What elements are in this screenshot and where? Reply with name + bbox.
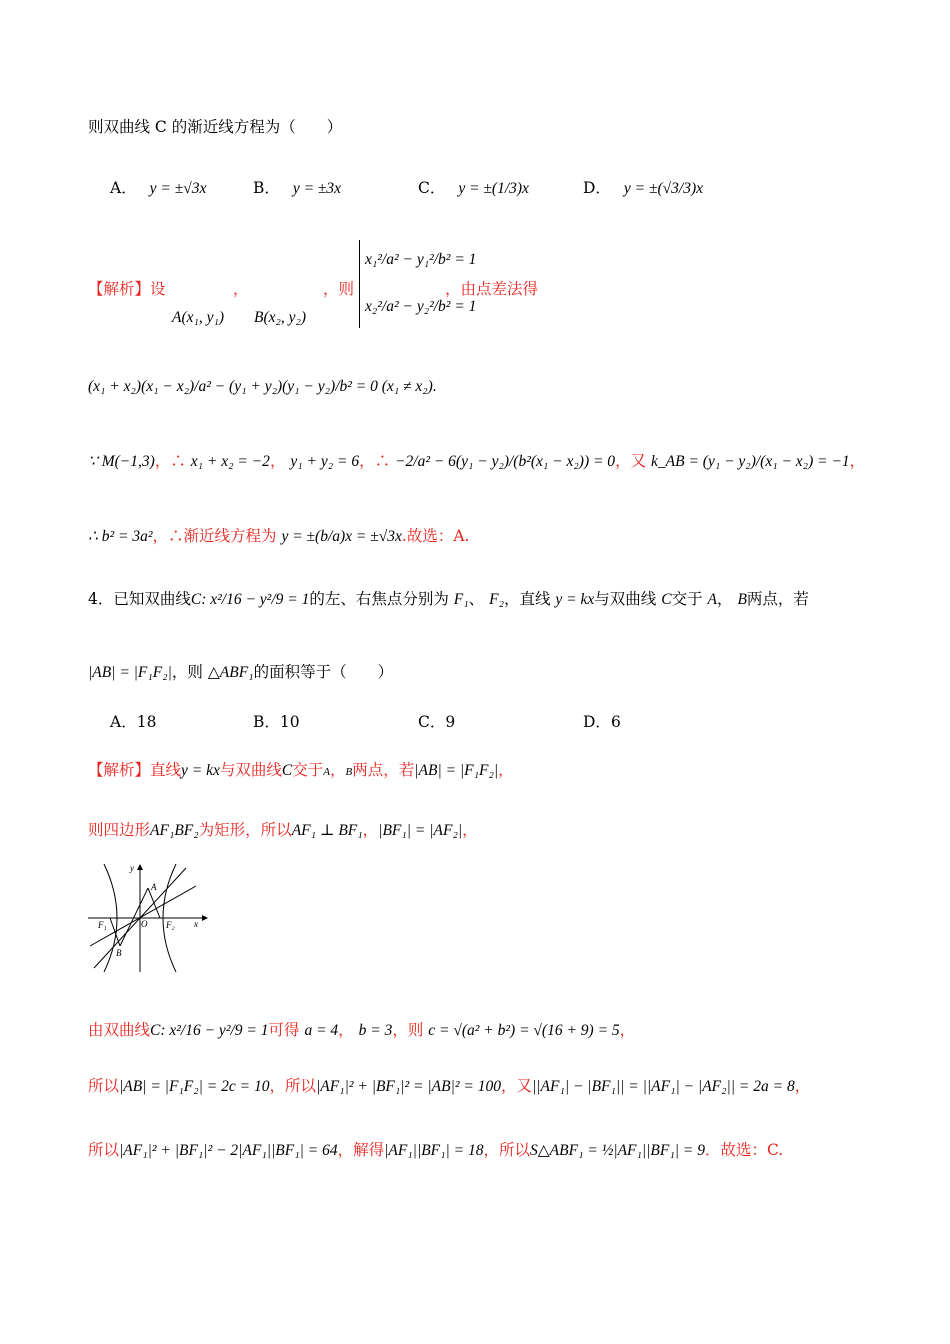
q4-s4-t3: ，又 — [500, 1077, 532, 1095]
q4-s4-eq1: |AB| = |F₁F₂| = 2c = 10 — [119, 1078, 270, 1095]
q4-s5-eq2: |AF₁||BF₁| = 18 — [384, 1142, 484, 1159]
q3-option-b-letter: B． — [253, 179, 280, 197]
q4-stem-mid3: 与双曲线 — [594, 590, 657, 608]
q4-s3-t1: 由双曲线 — [88, 1021, 151, 1039]
q4-option-a[interactable] — [110, 712, 156, 732]
q4-line: y = kx — [555, 591, 595, 608]
q4-s4-t1: 所以 — [88, 1077, 120, 1095]
q4-stem — [88, 589, 809, 610]
q4-s4-eq2: |AF₁|² + |BF₁|² = |AB|² = 100 — [315, 1078, 501, 1095]
q4-stem-mid4: 交于 — [671, 590, 703, 608]
q3-system-eq1: x₁²/a² − y₁²/b² = 1 — [365, 251, 477, 268]
q4-s3-b: b = 3 — [358, 1022, 393, 1039]
q3-option-a-letter: A． — [110, 179, 137, 197]
q4-stem-mid1: 的左、右焦点分别为 — [309, 590, 449, 608]
q4-s2-end: ， — [462, 821, 478, 839]
label-o: O — [141, 919, 148, 929]
q3-asymptote-eq: y = ±(b/a)x = ±√3x — [281, 528, 402, 545]
q3-point-b: B(x₂, y₂) — [254, 309, 307, 326]
q3-option-d[interactable] — [583, 178, 703, 199]
q4-s2-quad: AF₁BF₂ — [150, 822, 199, 839]
q4-s1-c: C — [281, 762, 293, 779]
label-b: B — [116, 948, 122, 958]
q4-s3-curve: C: x²/16 − y²/9 = 1 — [150, 1022, 269, 1039]
q4-stem-pre: 4．已知双曲线 — [88, 590, 191, 608]
q3-stem: 则双曲线 C 的渐近线方程为（ ） — [88, 118, 343, 136]
q3-option-c-expr: y = ±(1/3)x — [458, 180, 529, 197]
q4-option-b-value: 10 — [279, 713, 300, 731]
q4-s1-line: y = kx — [181, 762, 220, 779]
q4-solution-line5 — [88, 1140, 783, 1161]
q4-stem-sep: 、 — [468, 590, 485, 608]
q4-triangle: △ABF₁ — [207, 664, 254, 681]
q4-s3-c: c = √(a² + b²) = √(16 + 9) = 5 — [428, 1022, 620, 1039]
q4-stem-line2 — [88, 662, 393, 683]
q3-option-c-letter: C． — [418, 179, 446, 197]
q3-option-b-expr: y = ±3x — [292, 180, 342, 197]
q4-stem-mid2: ，直线 — [503, 590, 551, 608]
q4-then: ，则 — [171, 663, 203, 681]
line-2 — [90, 886, 196, 946]
q3-line3-end: ， — [849, 452, 866, 470]
label-f1: F₁ — [98, 920, 107, 930]
q4-option-d-value: 6 — [610, 713, 621, 731]
q3-line3-c1: ，∴ — [154, 452, 186, 470]
q3-line4-mid: ，∴渐近线方程为 — [152, 527, 277, 545]
q4-solution-line1 — [88, 760, 514, 782]
q4-solution-line4 — [88, 1076, 810, 1097]
q4-s1-t2: 交于 — [292, 761, 324, 779]
q3-slope-ab: k_AB = (y₁ − y₂)/(x₁ − x₂) = −1 — [651, 453, 850, 470]
segment-f2a — [148, 888, 160, 918]
q3-midpoint: ∵ M(−1,3) — [88, 453, 155, 470]
q4-condition: |AB| = |F₁F₂| — [88, 664, 172, 681]
q4-s1-cond: |AB| = |F₁F₂| — [414, 762, 499, 779]
q4-a: A — [707, 591, 717, 608]
q4-s1-t4: 两点，若 — [352, 761, 415, 779]
q4-s3-t2: 可得 — [268, 1021, 300, 1039]
q4-s1-t1: 与双曲线 — [219, 761, 282, 779]
q4-s4-eq3: ||AF₁| − |BF₁|| = ||AF₁| − |AF₂|| = 2a = 8 — [531, 1078, 795, 1095]
q4-option-a-letter: A． — [110, 713, 137, 731]
q4-s4-end: ， — [794, 1077, 811, 1095]
segment-f1b — [110, 918, 120, 946]
q4-stem-end: 两点，若 — [746, 590, 809, 608]
q4-solution-line3 — [88, 1020, 635, 1041]
q3-difference-equation: (x₁ + x₂)(x₁ − x₂)/a² − (y₁ + y₂)(y₁ − y₂)/b² = 0 (x₁ ≠ x₂). — [88, 378, 437, 395]
q3-point-a: A(x₁, y₁) — [172, 309, 225, 326]
q3-solution-diff: ，由点差法得 — [445, 280, 539, 298]
q4-option-a-value: 18 — [136, 713, 157, 731]
q4-option-c-letter: C． — [418, 713, 446, 731]
label-a: A — [151, 882, 157, 892]
q3-line3-c2: ， — [269, 452, 286, 470]
q4-option-b[interactable] — [253, 712, 300, 732]
q3-line3 — [88, 451, 865, 472]
q4-s5-t1: 所以 — [88, 1141, 120, 1159]
label-f2: F₂ — [166, 920, 175, 930]
system-brace — [359, 240, 360, 328]
hyperbola-figure — [86, 860, 210, 974]
y-axis-arrow — [137, 864, 143, 870]
q3-option-d-expr: y = ±(√3/3)x — [623, 180, 703, 197]
label-x: x — [194, 919, 198, 929]
q4-s3-t4: ，则 — [392, 1021, 424, 1039]
q3-solution-sep1: ， — [233, 280, 249, 298]
q4-answer: ．故选：C. — [704, 1141, 784, 1159]
segment-ab — [120, 888, 148, 946]
q4-f1: F₁ — [453, 591, 469, 608]
q4-s2-t2: 为矩形，所以 — [198, 821, 292, 839]
q3-option-a[interactable] — [110, 178, 206, 199]
q4-stem-comma: ， — [717, 590, 733, 608]
q4-f2: F₂ — [489, 591, 504, 608]
q3-x-sum: x₁ + x₂ = −2 — [190, 453, 270, 470]
q4-option-d-letter: D． — [583, 713, 611, 731]
q3-option-c[interactable] — [418, 178, 529, 199]
q3-answer: .故选：A. — [401, 527, 470, 545]
q4-s2-eq: |BF₁| = |AF₂| — [378, 822, 463, 839]
q4-s5-eq3: S△ABF₁ = ½|AF₁||BF₁| = 9 — [530, 1142, 705, 1159]
q3-option-a-expr: y = ±√3x — [149, 180, 207, 197]
q3-option-d-letter: D． — [583, 179, 611, 197]
q3-slope-equation: −2/a² − 6(y₁ − y₂)/(b²(x₁ − x₂)) = 0 — [395, 453, 616, 470]
q4-s5-t3: ，所以 — [483, 1141, 531, 1159]
q4-option-b-letter: B． — [253, 713, 280, 731]
q4-option-c[interactable] — [418, 712, 455, 732]
q4-option-c-value: 9 — [445, 713, 456, 731]
q3-solution-sep2: ，则 — [323, 280, 355, 298]
q4-s5-t2: ，解得 — [337, 1141, 385, 1159]
q4-option-d[interactable] — [583, 712, 621, 732]
q4-s3-end: ， — [619, 1021, 636, 1039]
q4-s2-perp: AF₁ ⊥ BF₁ — [291, 822, 363, 839]
q4-s2-t1: 则四边形 — [88, 821, 151, 839]
label-y: y — [130, 863, 134, 873]
q4-solution-line2 — [88, 820, 478, 841]
q3-y-sum: y₁ + y₂ = 6 — [290, 453, 360, 470]
q4-curve: C: x²/16 − y²/9 = 1 — [190, 591, 310, 608]
q3-line3-c3: ，∴ — [359, 452, 391, 470]
q4-s4-t2: ，所以 — [269, 1077, 316, 1095]
q4-s5-eq1: |AF₁|² + |BF₁|² − 2|AF₁||BF₁| = 64 — [119, 1142, 338, 1159]
q4-s1-t3: ， — [329, 761, 346, 779]
x-axis-arrow — [202, 915, 208, 921]
q4-s1-b: B — [345, 766, 353, 778]
q3-line3-you: ，又 — [615, 452, 647, 470]
q4-s3-a: a = 4 — [304, 1022, 339, 1039]
q4-s3-t3: ， — [338, 1021, 354, 1039]
q3-option-b[interactable] — [253, 178, 341, 199]
q3-b-squared: ∴ b² = 3a² — [88, 528, 153, 545]
q3-line4 — [88, 526, 469, 547]
q4-s1-a: A — [323, 766, 330, 778]
q4-c: C — [661, 591, 672, 608]
q3-system-eq2: x₂²/a² − y₂²/b² = 1 — [365, 298, 477, 315]
q4-stem-end2: 的面积等于（ ） — [253, 663, 394, 681]
q4-s1-end: ， — [498, 761, 514, 779]
q4-b: B — [737, 591, 747, 608]
q4-s2-t3: ， — [362, 821, 379, 839]
q3-solution-label: 【解析】设 — [88, 280, 166, 298]
q4-solution-label: 【解析】直线 — [88, 761, 182, 779]
